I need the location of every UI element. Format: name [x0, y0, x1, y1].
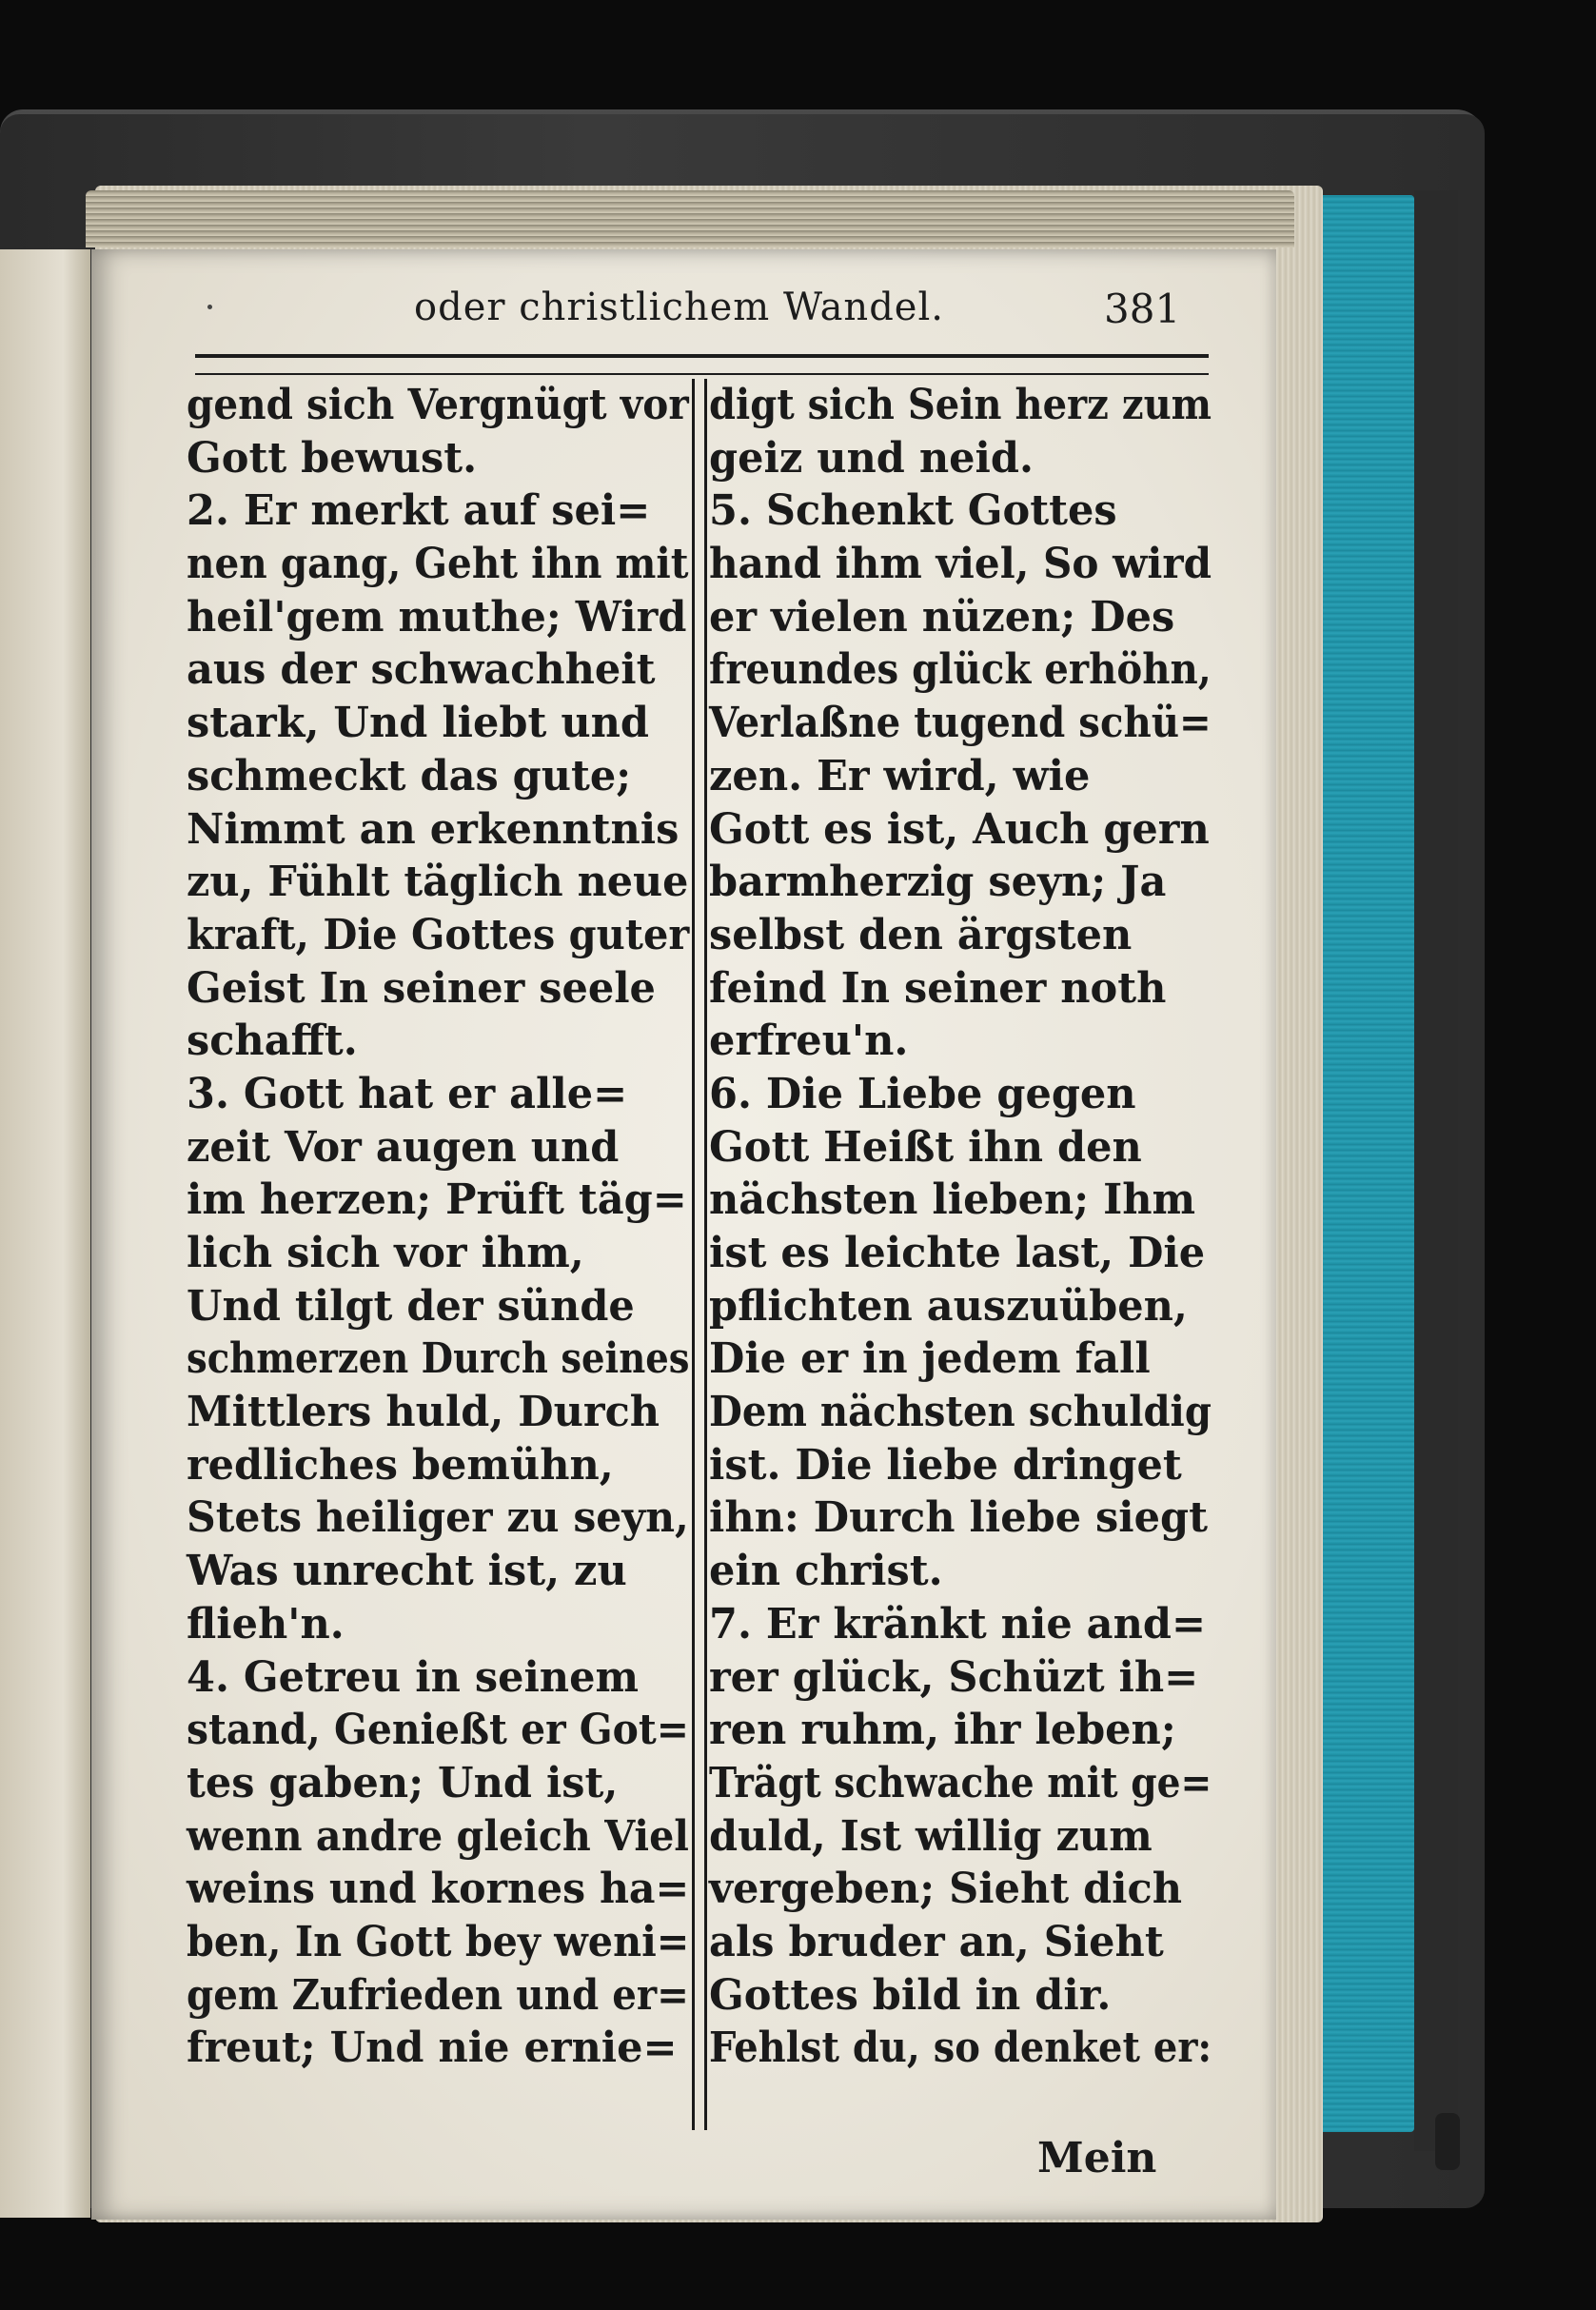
text-line: ein christ.: [709, 1547, 943, 1596]
text-line: vergeben; Sieht dich: [709, 1865, 1183, 1914]
text-line: im herzen; Prüft täg=: [187, 1175, 687, 1225]
text-line: freundes glück erhöhn,: [709, 645, 1212, 695]
text-line: zu, Fühlt täglich neue: [187, 858, 689, 907]
text-line: Gott bewust.: [187, 433, 478, 483]
text-line: Trägt schwache mit ge=: [709, 1758, 1212, 1807]
text-line: Gottes bild in dir.: [709, 1970, 1112, 2020]
running-title: oder christlichem Wandel.: [414, 286, 944, 329]
text-line: heil'gem muthe; Wird: [187, 592, 687, 642]
text-line: lich sich vor ihm,: [187, 1229, 584, 1277]
text-line: Verlaßne tugend schü=: [709, 699, 1212, 748]
text-line: gem Zufrieden und er=: [187, 1970, 689, 2020]
text-line: schmerzen Durch seines: [187, 1334, 690, 1384]
text-line: Fehlst du, so denket er:: [709, 2024, 1212, 2073]
text-line: 7. Er kränkt nie and=: [709, 1599, 1207, 1649]
text-line: wenn andre gleich Viel: [187, 1811, 689, 1861]
text-line: als bruder an, Sieht: [709, 1917, 1164, 1966]
text-line: Mittlers huld, Durch: [187, 1388, 660, 1437]
text-line: ist. Die liebe dringet: [709, 1440, 1182, 1490]
text-line: kraft, Die Gottes guter: [187, 910, 690, 959]
text-line: selbst den ärgsten: [709, 910, 1133, 959]
text-line: er vielen nüzen; Des: [709, 592, 1175, 642]
text-line: 2. Er merkt auf sei=: [187, 486, 651, 536]
text-line: ren ruhm, ihr leben;: [709, 1706, 1176, 1755]
left-column: [187, 379, 700, 2075]
text-line: Gott Heißt ihn den: [709, 1122, 1142, 1172]
text-line: Geist In seiner seele: [187, 963, 656, 1013]
text-line: feind In seiner noth: [709, 963, 1167, 1013]
page-stack-top: [86, 190, 1294, 247]
text-line: Stets heiliger zu seyn,: [187, 1493, 689, 1543]
text-line: 3. Gott hat er alle=: [187, 1069, 628, 1118]
header-rule: [195, 354, 1209, 375]
text-line: Nimmt an erkenntnis: [187, 804, 680, 854]
text-line: tes gaben; Und ist,: [187, 1758, 619, 1807]
text-line: erfreu'n.: [709, 1017, 909, 1066]
column-divider: [692, 379, 707, 2130]
cover-edge: [1414, 190, 1458, 2151]
text-line: 4. Getreu in seinem: [187, 1652, 640, 1702]
text-line: zen. Er wird, wie: [709, 751, 1091, 800]
text-line: digt sich Sein herz zum: [709, 381, 1212, 429]
blue-page-edges: [1311, 195, 1414, 2132]
text-line: nächsten lieben; Ihm: [709, 1175, 1196, 1225]
text-line: barmherzig seyn; Ja: [709, 858, 1167, 907]
page-number: 381: [1104, 286, 1181, 332]
text-line: schmeckt das gute;: [187, 751, 632, 800]
text-line: stark, Und liebt und: [187, 699, 650, 748]
text-line: Gott es ist, Auch gern: [709, 804, 1210, 854]
text-line: gend sich Vergnügt vor: [187, 381, 689, 429]
text-line: Und tilgt der sünde: [187, 1281, 635, 1331]
text-line: freut; Und nie ernie=: [187, 2024, 678, 2073]
page-header: [414, 286, 1213, 352]
text-line: stand, Genießt er Got=: [187, 1706, 689, 1755]
text-line: Die er in jedem fall: [709, 1334, 1151, 1384]
right-column: [709, 379, 1223, 2075]
text-line: nen gang, Geht ihn mit: [187, 540, 689, 589]
catchword: Mein: [1037, 2134, 1157, 2182]
text-line: 5. Schenkt Gottes: [709, 486, 1117, 536]
text-line: ist es leichte last, Die: [709, 1229, 1206, 1277]
text-line: ben, In Gott bey weni=: [187, 1917, 690, 1966]
text-line: flieh'n.: [187, 1599, 345, 1649]
ink-speck: [207, 305, 212, 309]
text-line: Dem nächsten schuldig: [709, 1388, 1212, 1437]
text-line: zeit Vor augen und: [187, 1122, 620, 1172]
text-line: pflichten auszuüben,: [709, 1281, 1188, 1331]
cover-clasp: [1435, 2113, 1460, 2170]
text-line: ihn: Durch liebe siegt: [709, 1493, 1208, 1543]
text-line: geiz und neid.: [709, 433, 1034, 483]
text-line: redliches bemühn,: [187, 1440, 614, 1490]
text-line: aus der schwachheit: [187, 645, 656, 695]
text-line: duld, Ist willig zum: [709, 1811, 1153, 1861]
text-line: rer glück, Schüzt ih=: [709, 1652, 1199, 1702]
text-line: weins und kornes ha=: [187, 1865, 690, 1914]
text-line: hand ihm viel, So wird: [709, 540, 1212, 589]
text-line: 6. Die Liebe gegen: [709, 1069, 1136, 1118]
text-line: Was unrecht ist, zu: [187, 1547, 627, 1596]
text-line: schafft.: [187, 1017, 358, 1066]
facing-page: [0, 249, 90, 2218]
